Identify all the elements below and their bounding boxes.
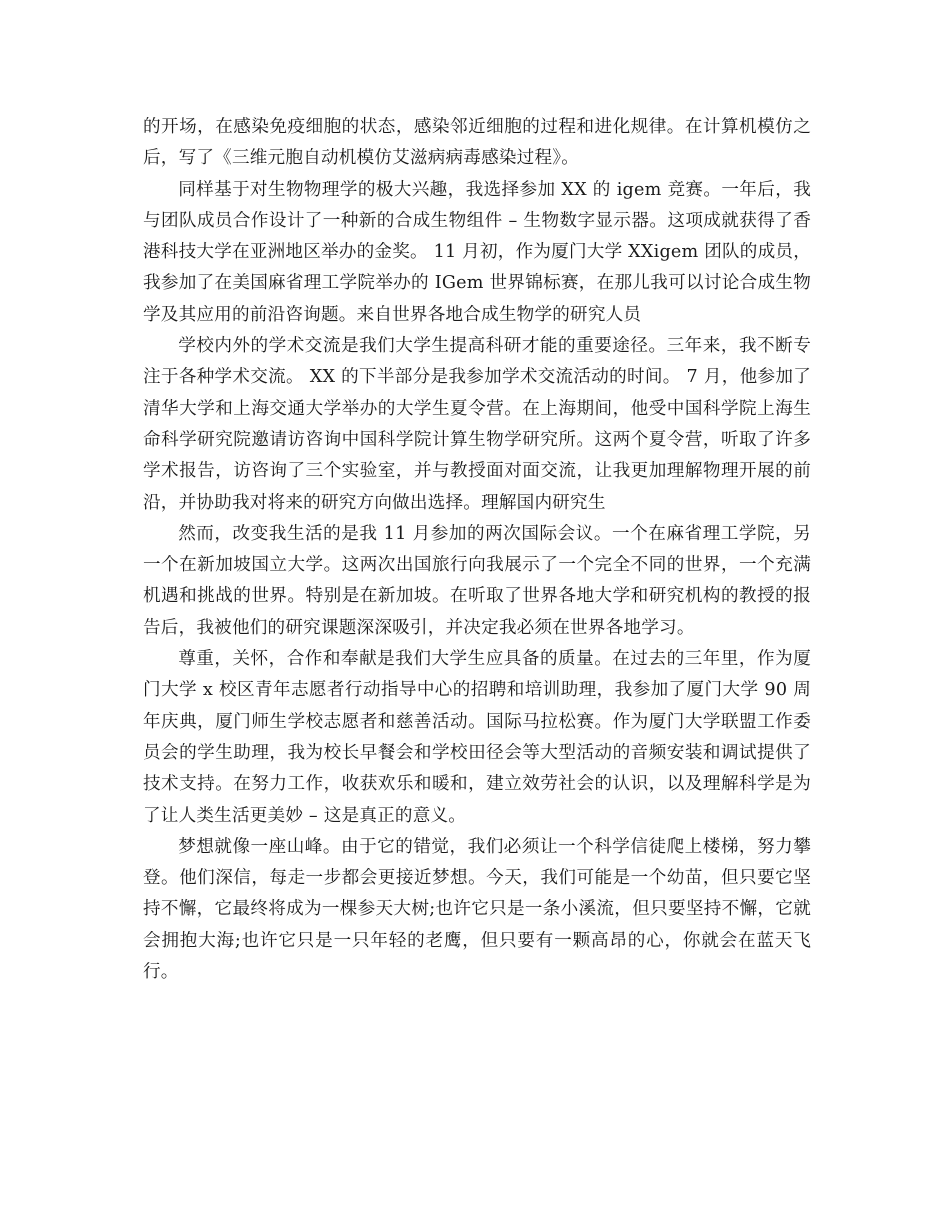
paragraph-6: 梦想就像一座山峰。由于它的错觉，我们必须让一个科学信徒爬上楼梯，努力攀登。他们深信，每走一步都会更接近梦想。今天，我们可能是一个幼苗，但只要它坚持不懈，它最终将成为一棵参天大树;也许它只是一条小溪流，但只要坚持不懈，它就会拥抱大海;也许它只是一只年轻的老鹰，但只要有一颗高昂的心，你就会在蓝天飞行。	[143, 836, 811, 983]
paragraph-1: 的开场，在感染免疫细胞的状态，感染邻近细胞的过程和进化规律。在计算机模仿之后，写了《三维元胞自动机模仿艾滋病病毒感染过程》。	[143, 117, 811, 169]
paragraph-5: 尊重，关怀，合作和奉献是我们大学生应具备的质量。在过去的三年里，作为厦门大学 x 校区青年志愿者行动指导中心的招聘和培训助理，我参加了厦门大学 90 周年庆典，厦门师生学校志愿者和慈善活动。国际马拉松赛。作为厦门大学联盟工作委员会的学生助理，我为校长早餐会和学校田径会等大型活动的音频安装和调试提供了技术支持。在努力工作，收获欢乐和暖和，建立效劳社会的认识，以及理解科学是为了让人类生活更美妙 – 这是真正的意义。	[143, 649, 811, 826]
paragraph-2: 同样基于对生物物理学的极大兴趣，我选择参加 XX 的 igem 竞赛。一年后，我与团队成员合作设计了一种新的合成生物组件 – 生物数字显示器。这项成就获得了香港科技大学在亚洲地区举办的金奖。 11 月初，作为厦门大学 XXigem 团队的成员，我参加了在美国麻省理工学院举办的 IGem 世界锦标赛，在那儿我可以讨论合成生物学及其应用的前沿咨询题。来自世界各地合成生物学的研究人员	[143, 179, 811, 325]
paragraph-3: 学校内外的学术交流是我们大学生提高科研才能的重要途径。三年来，我不断专注于各种学术交流。 XX 的下半部分是我参加学术交流活动的时间。 7 月，他参加了清华大学和上海交通大学举办的大学生夏令营。在上海期间，他受中国科学院上海生命科学研究院邀请访咨询中国科学院计算生物学研究所。这两个夏令营，听取了许多学术报告，访咨询了三个实验室，并与教授面对面交流，让我更加理解物理开展的前沿，并协助我对将来的研究方向做出选择。理解国内研究生	[143, 336, 811, 513]
document-body	[143, 112, 811, 988]
paragraph-4: 然而，改变我生活的是我 11 月参加的两次国际会议。一个在麻省理工学院，另一个在新加坡国立大学。这两次出国旅行向我展示了一个完全不同的世界，一个充满机遇和挑战的世界。特别是在新加坡。在听取了世界各地大学和研究机构的教授的报告后，我被他们的研究课题深深吸引，并决定我必须在世界各地学习。	[143, 523, 811, 638]
